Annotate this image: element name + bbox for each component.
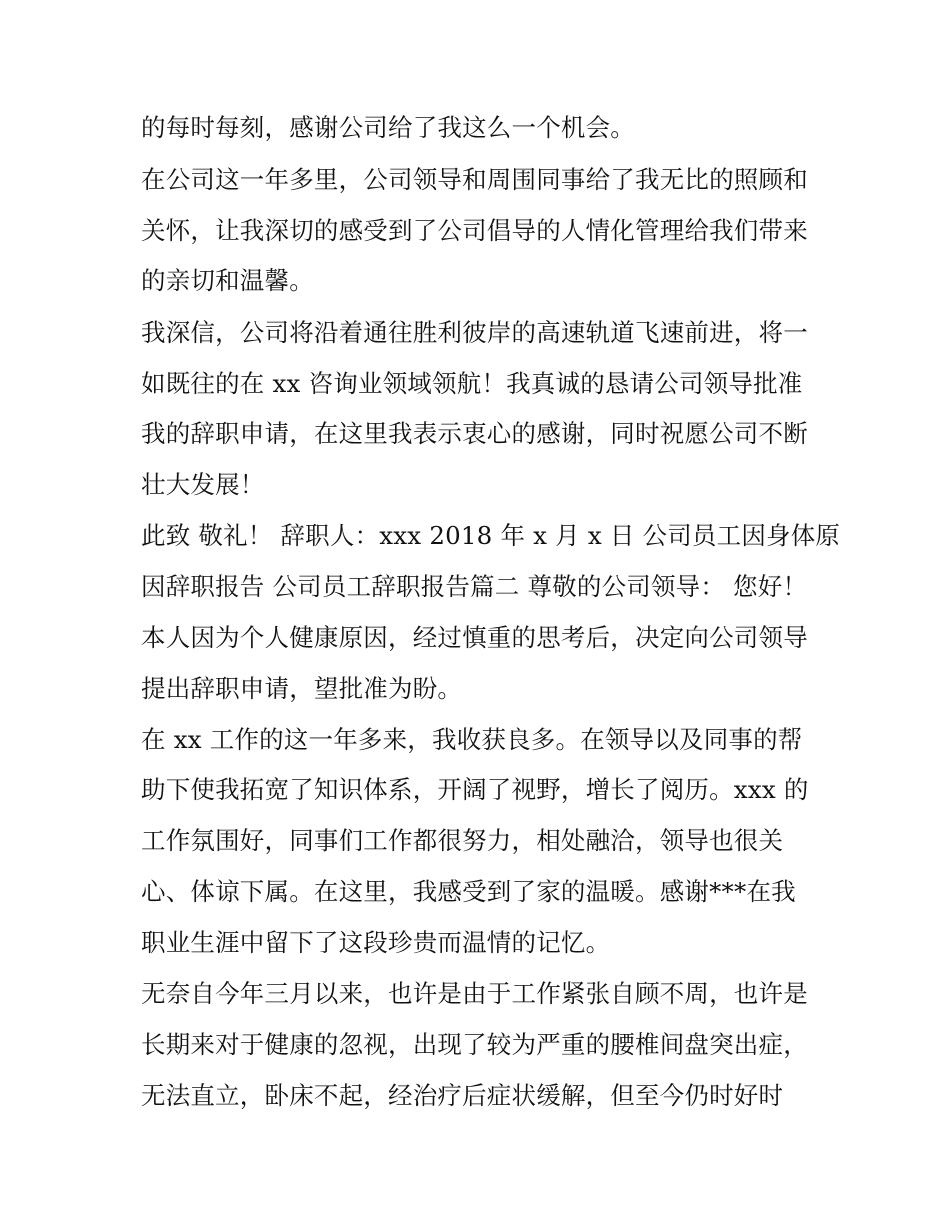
text-line-13: 在 xx 工作的这一年多来，我收获良多。在领导以及同事的帮 — [141, 725, 803, 754]
text-line-18: 无奈自今年三月以来，也许是由于工作紧张自顾不周，也许是 — [141, 979, 808, 1008]
text-line-4: 的亲切和温馨。 — [141, 266, 314, 295]
text-line-3: 关怀，让我深切的感受到了公司倡导的人情化管理给我们带来 — [141, 216, 808, 245]
text-line-12: 提出辞职申请，望批准为盼。 — [141, 674, 463, 703]
text-line-16: 心、体谅下属。在这里，我感受到了家的温暖。感谢***在我 — [141, 877, 796, 906]
text-line-7: 我的辞职申请，在这里我表示衷心的感谢，同时祝愿公司不断 — [141, 419, 808, 448]
text-line-14: 助下使我拓宽了知识体系，开阔了视野，增长了阅历。xxx 的 — [141, 775, 809, 804]
text-line-1: 的每时每刻，感谢公司给了我这么一个机会。 — [141, 113, 635, 142]
text-line-10: 因辞职报告 公司员工辞职报告篇二 尊敬的公司领导： 您好！ — [141, 572, 808, 601]
text-line-15: 工作氛围好，同事们工作都很努力，相处融洽，领导也很关 — [141, 826, 784, 855]
text-line-17: 职业生涯中留下了这段珍贵而温情的记忆。 — [141, 928, 611, 957]
text-line-6: 如既往的在 xx 咨询业领域领航！我真诚的恳请公司领导批准 — [141, 369, 803, 398]
text-line-8: 壮大发展！ — [141, 470, 265, 499]
text-line-5: 我深信，公司将沿着通往胜利彼岸的高速轨道飞速前进，将一 — [141, 318, 808, 347]
text-line-11: 本人因为个人健康原因，经过慎重的思考后，决定向公司领导 — [141, 623, 808, 652]
text-line-2: 在公司这一年多里，公司领导和周围同事给了我无比的照顾和 — [141, 165, 808, 194]
text-line-19: 长期来对于健康的忽视，出现了较为严重的腰椎间盘突出症， — [141, 1030, 808, 1059]
text-line-9: 此致 敬礼！ 辞职人：xxx 2018 年 x 月 x 日 公司员工因身体原 — [141, 521, 841, 550]
text-line-20: 无法直立，卧床不起，经治疗后症状缓解，但至今仍时好时 — [141, 1081, 784, 1110]
